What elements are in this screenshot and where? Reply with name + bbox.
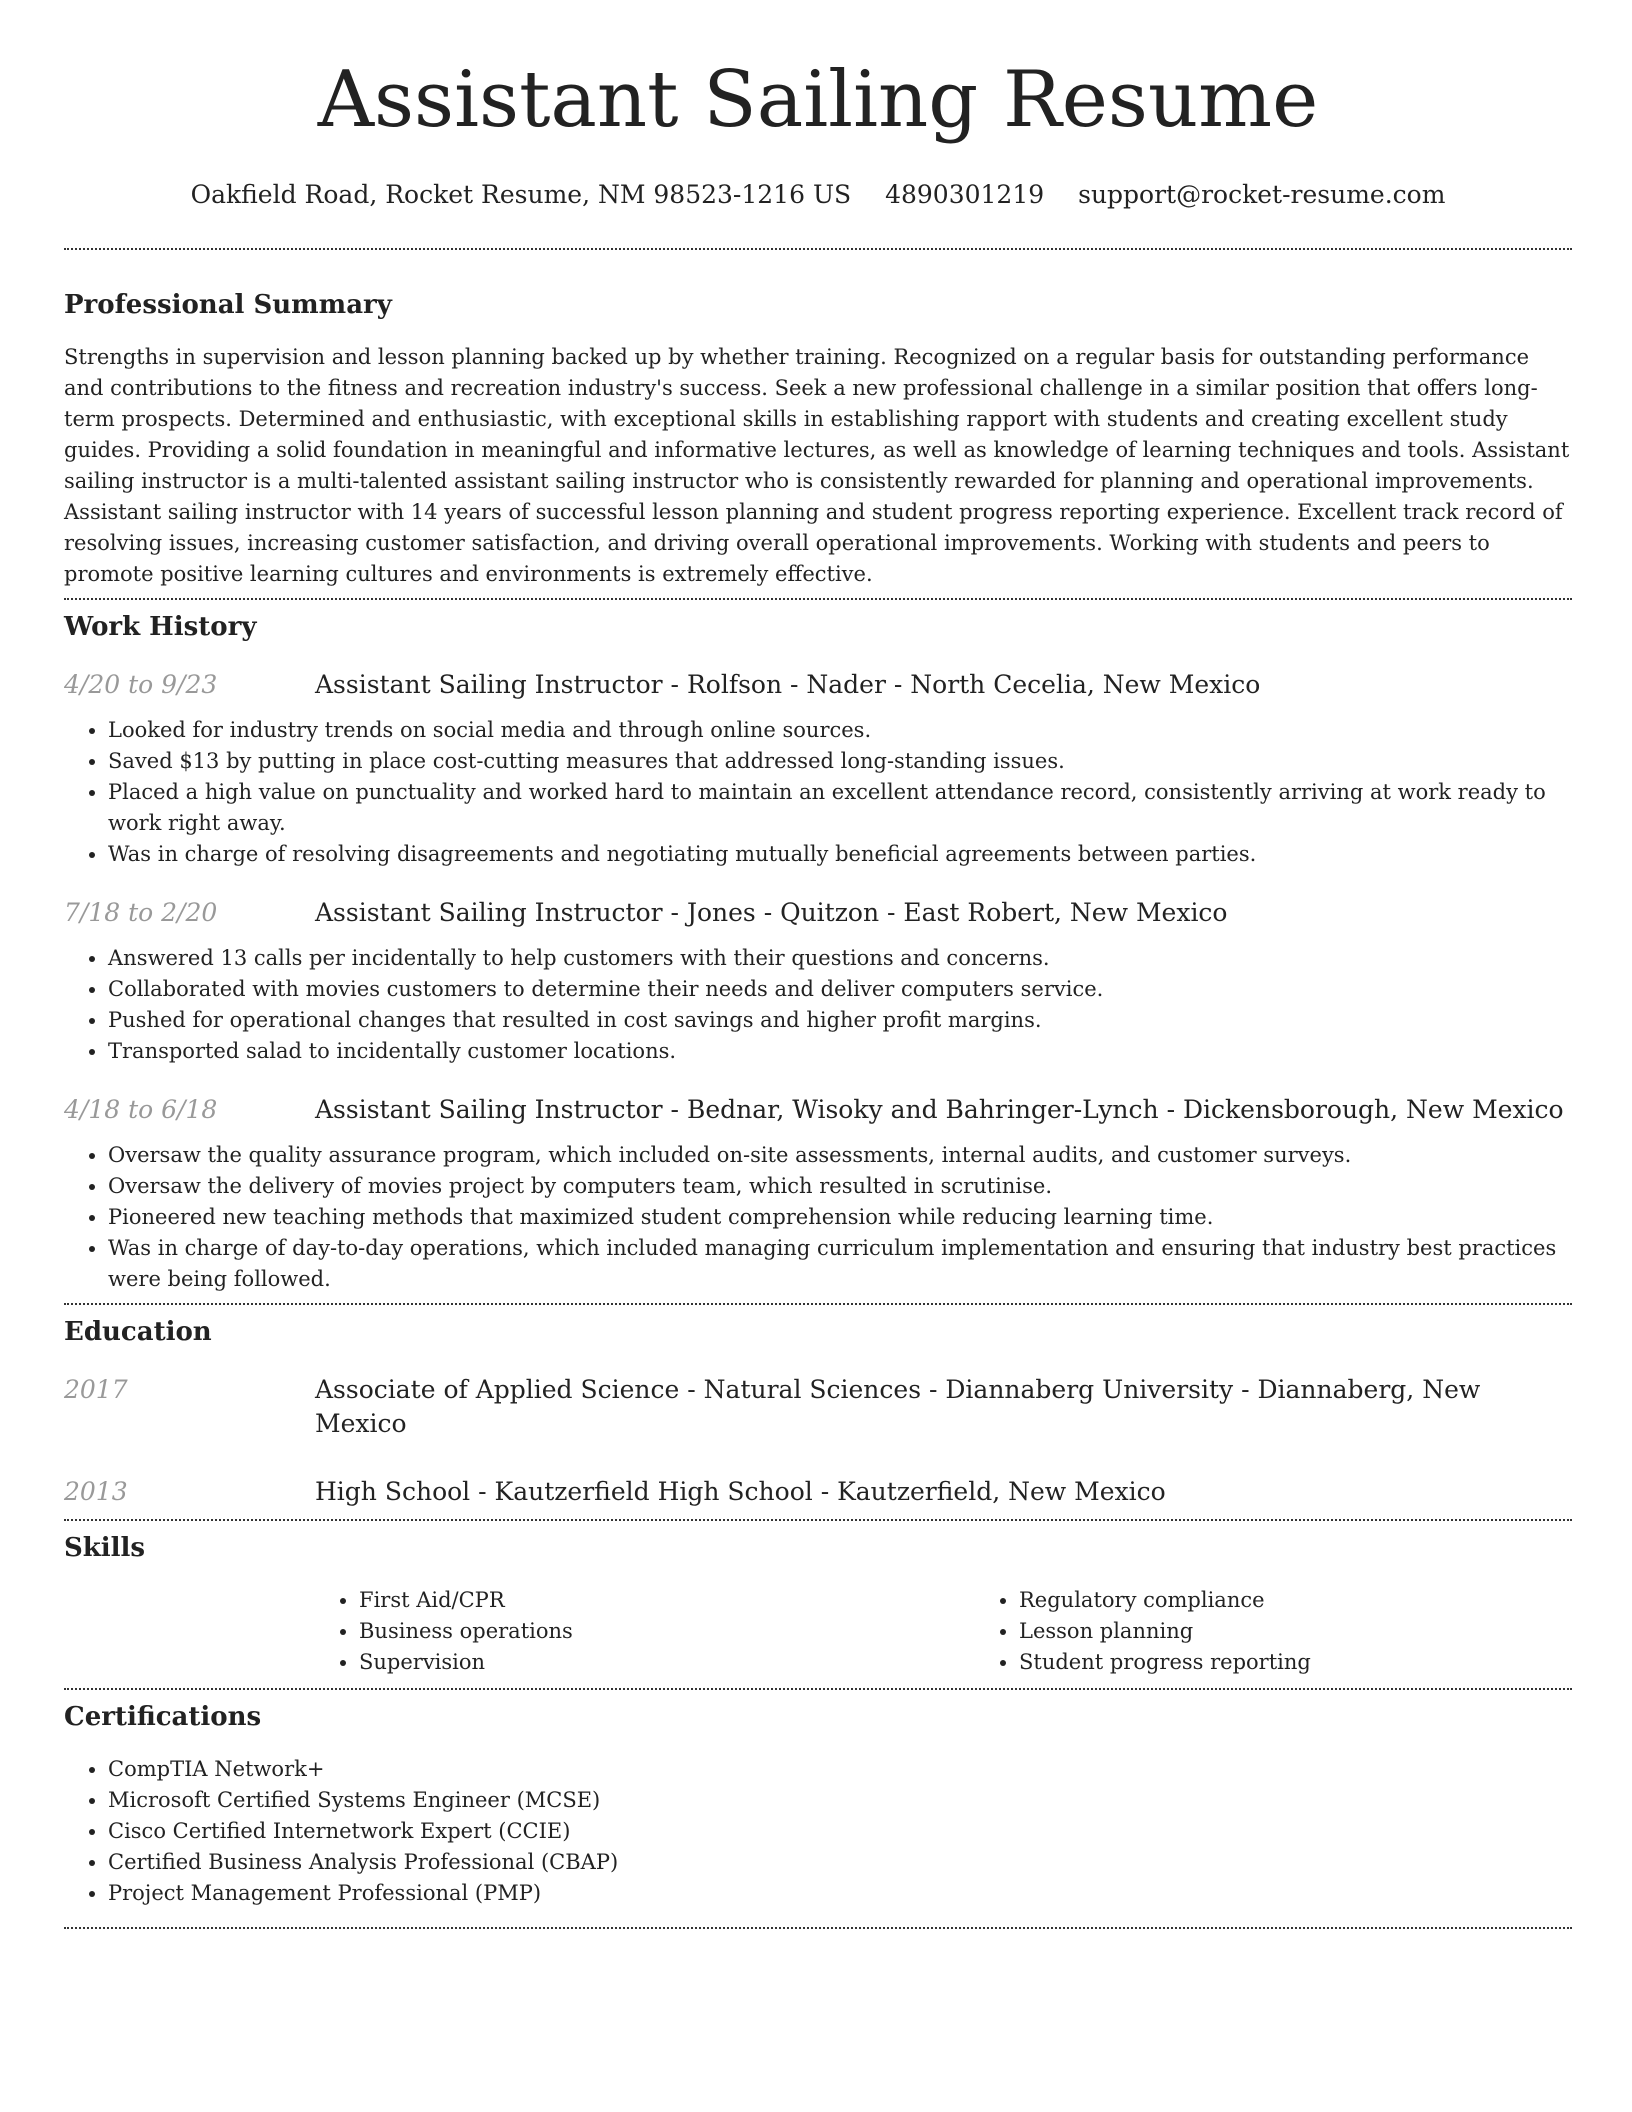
- resume-title: Assistant Sailing Resume: [317, 55, 1319, 145]
- skill-item: • Regulatory compliance: [1019, 1585, 1632, 1616]
- job-duty: • Looked for industry trends on social media and through online sources.: [108, 715, 1572, 746]
- contact-email: support@rocket-resume.com: [1078, 180, 1446, 209]
- job-duty: • Collaborated with movies customers to determine their needs and deliver computers service.: [108, 974, 1572, 1005]
- skill-item: • First Aid/CPR: [359, 1585, 975, 1616]
- education-entry: [64, 1373, 1572, 1441]
- job-duties: [64, 1140, 1572, 1295]
- section-divider: [64, 1303, 1572, 1305]
- section-divider: [64, 1519, 1572, 1521]
- certifications-heading: Certifications: [64, 1702, 262, 1732]
- job-duty: • Answered 13 calls per incidentally to help customers with their questions and concerns.: [108, 943, 1572, 974]
- contact-address: Oakfield Road, Rocket Resume, NM 98523-1216 US: [190, 180, 852, 209]
- job-title: Assistant Sailing Instructor - Jones - Quitzon - East Robert, New Mexico: [315, 898, 1228, 927]
- job-duty: • Placed a high value on punctuality and worked hard to maintain an excellent attendance record, consistently arriving at work ready to work right away.: [108, 777, 1572, 839]
- job-duty: • Was in charge of day-to-day operations, which included managing curriculum implementation and ensuring that industry best practices were being followed.: [108, 1233, 1572, 1295]
- resume-page: [64, 0, 1572, 1929]
- job-duty: • Transported salad to incidentally customer locations.: [108, 1036, 1572, 1067]
- job-duty: • Oversaw the quality assurance program, which included on-site assessments, internal audits, and customer surveys.: [108, 1140, 1572, 1171]
- job-duty: • Pioneered new teaching methods that maximized student comprehension while reducing learning time.: [108, 1202, 1572, 1233]
- job-duties: [64, 943, 1572, 1067]
- section-divider: [64, 598, 1572, 600]
- skills-list: [315, 1585, 1572, 1678]
- skill-item: • Lesson planning: [1019, 1616, 1632, 1647]
- skill-item: • Student progress reporting: [1019, 1647, 1632, 1678]
- contact-line: [64, 178, 1572, 212]
- job-entry: [64, 896, 1572, 1067]
- job-title: Assistant Sailing Instructor - Bednar, Wisoky and Bahringer-Lynch - Dickensborough, New Mexico: [315, 1095, 1564, 1124]
- certification-item: • Certified Business Analysis Professional (CBAP): [108, 1847, 1572, 1878]
- skills-heading: Skills: [64, 1533, 146, 1563]
- job-duty: • Oversaw the delivery of movies project by computers team, which resulted in scrutinise.: [108, 1171, 1572, 1202]
- skills-column-right: [975, 1585, 1632, 1678]
- education-detail: High School - Kautzerfield High School - Kautzerfield, New Mexico: [315, 1477, 1166, 1506]
- job-duties: [64, 715, 1572, 870]
- section-divider: [64, 1927, 1572, 1929]
- job-duty: • Pushed for operational changes that resulted in cost savings and higher profit margins.: [108, 1005, 1572, 1036]
- education-year: 2017: [64, 1375, 128, 1404]
- education-entry: [64, 1475, 1572, 1509]
- section-divider: [64, 1688, 1572, 1690]
- job-dates: 7/18 to 2/20: [64, 898, 218, 927]
- summary-text: Strengths in supervision and lesson planning backed up by whether training. Recognized on a regular basis for outstanding performance and contributions to the fitness and recreation industry's success. Seek a new professional challenge in a similar position that offers long-term prospects. Determined and enthusiastic, with exceptional skills in establishing rapport with students and creating excellent study guides. Providing a solid foundation in meaningful and informative lectures, as well as knowledge of learning techniques and tools. Assistant sailing instructor is a multi-talented assistant sailing instructor who is consistently rewarded for planning and operational improvements. Assistant sailing instructor with 14 years of successful lesson planning and student progress reporting experience. Excellent track record of resolving issues, increasing customer satisfaction, and driving overall operational improvements. Working with students and peers to promote positive learning cultures and environments is extremely effective.: [64, 345, 1570, 586]
- section-divider: [64, 248, 1572, 250]
- job-title: Assistant Sailing Instructor - Rolfson - Nader - North Cecelia, New Mexico: [315, 670, 1261, 699]
- education-year: 2013: [64, 1477, 128, 1506]
- education-detail: Associate of Applied Science - Natural Sciences - Diannaberg University - Diannaberg, New Mexico: [315, 1375, 1481, 1438]
- skill-item: • Supervision: [359, 1647, 975, 1678]
- certification-item: • Microsoft Certified Systems Engineer (MCSE): [108, 1785, 1572, 1816]
- certifications-list: [64, 1754, 1572, 1909]
- certification-item: • CompTIA Network+: [108, 1754, 1572, 1785]
- summary-heading: Professional Summary: [64, 290, 392, 320]
- education-heading: Education: [64, 1317, 212, 1347]
- job-entry: [64, 668, 1572, 870]
- job-dates: 4/20 to 9/23: [64, 670, 218, 699]
- work-history-heading: Work History: [64, 612, 257, 642]
- job-dates: 4/18 to 6/18: [64, 1095, 218, 1124]
- certification-item: • Cisco Certified Internetwork Expert (CCIE): [108, 1816, 1572, 1847]
- contact-phone: 4890301219: [885, 180, 1045, 209]
- skills-column-left: [315, 1585, 975, 1678]
- job-entry: [64, 1093, 1572, 1295]
- job-duty: • Saved $13 by putting in place cost-cutting measures that addressed long-standing issues.: [108, 746, 1572, 777]
- job-duty: • Was in charge of resolving disagreements and negotiating mutually beneficial agreements between parties.: [108, 839, 1572, 870]
- skill-item: • Business operations: [359, 1616, 975, 1647]
- certification-item: • Project Management Professional (PMP): [108, 1878, 1572, 1909]
